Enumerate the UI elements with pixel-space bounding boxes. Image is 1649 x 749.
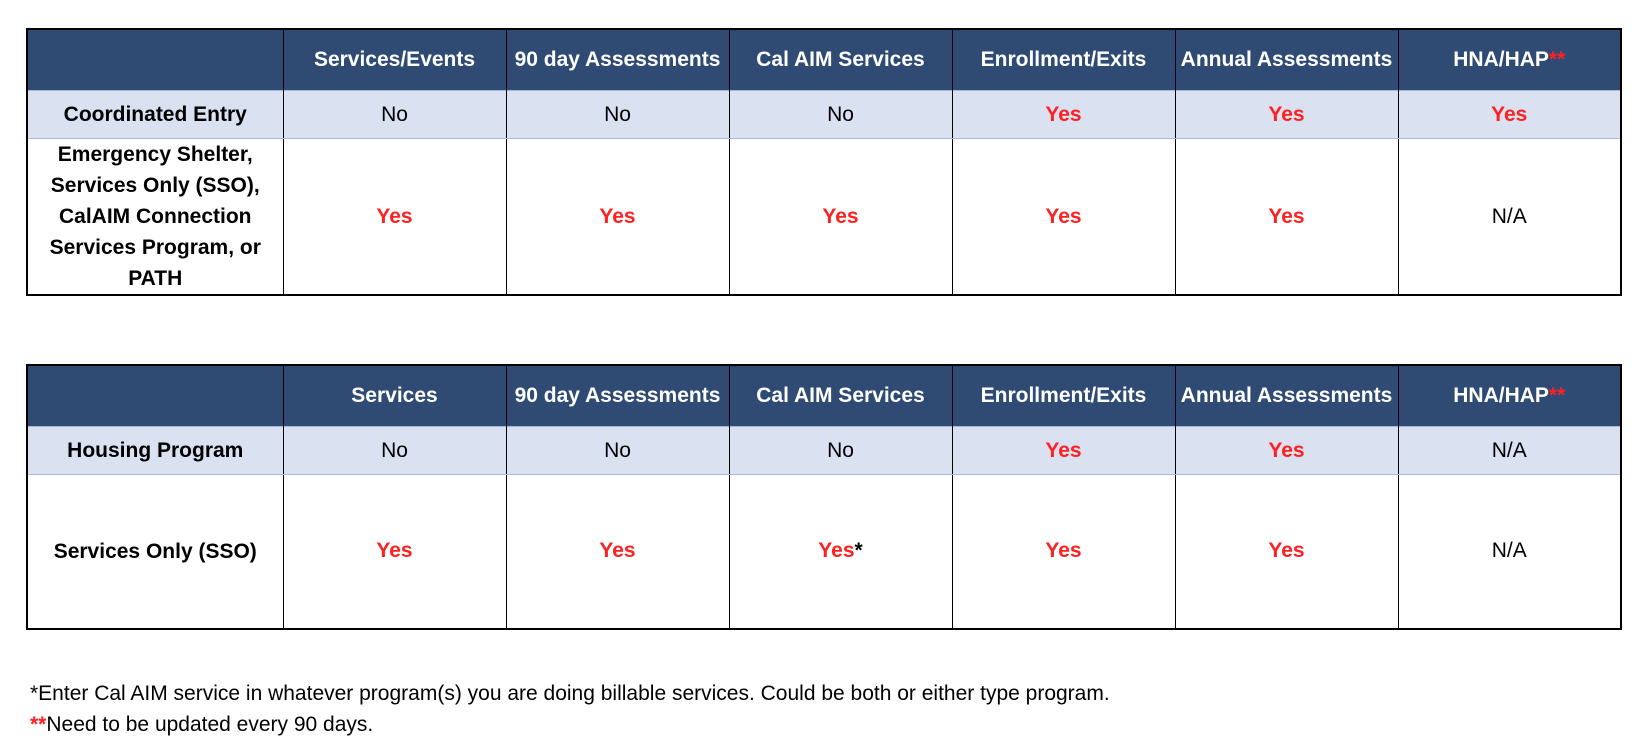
header-90-day-assessments: 90 day Assessments — [506, 365, 729, 427]
header-blank — [27, 29, 283, 91]
table-cell: N/A — [1398, 475, 1621, 629]
footnote-2 — [30, 709, 1110, 740]
table-header-row — [27, 29, 1621, 91]
table-row — [27, 475, 1621, 629]
header-services-events: Services/Events — [283, 29, 506, 91]
header-90-day-assessments: 90 day Assessments — [506, 29, 729, 91]
table-cell: Yes — [506, 139, 729, 296]
header-marker: ** — [1548, 48, 1566, 71]
table-cell: Yes — [1175, 91, 1398, 139]
table-row — [27, 91, 1621, 139]
table-cell — [729, 475, 952, 629]
header-cal-aim-services: Cal AIM Services — [729, 365, 952, 427]
footnote-2-text: Need to be updated every 90 days. — [46, 713, 374, 736]
footnote-1: *Enter Cal AIM service in whatever program(s) you are doing billable services. Could be both or either type program. — [30, 682, 1110, 705]
header-enrollment-exits: Enrollment/Exits — [952, 29, 1175, 91]
table-cell: N/A — [1398, 427, 1621, 475]
table-cell: No — [283, 427, 506, 475]
table-cell: Yes — [729, 139, 952, 296]
row-label — [27, 139, 283, 296]
row-label: Services Only (SSO) — [27, 475, 283, 629]
footnote-marker: * — [854, 539, 863, 563]
table-cell: Yes — [952, 139, 1175, 296]
header-annual-assessments: Annual Assessments — [1175, 365, 1398, 427]
header-blank — [27, 365, 283, 427]
table-row — [27, 139, 1621, 296]
header-services: Services — [283, 365, 506, 427]
table-cell: No — [729, 91, 952, 139]
table-cell: Yes — [283, 475, 506, 629]
table-cell: No — [729, 427, 952, 475]
table-cell: Yes — [952, 475, 1175, 629]
table-cell: Yes — [1398, 91, 1621, 139]
row-label: Coordinated Entry — [27, 91, 283, 139]
row-label-line: Services Program, or — [49, 236, 261, 259]
header-marker: ** — [1548, 384, 1566, 407]
header-cal-aim-services: Cal AIM Services — [729, 29, 952, 91]
header-hna-hap: HNA/HAP** — [1398, 29, 1621, 91]
header-enrollment-exits: Enrollment/Exits — [952, 365, 1175, 427]
table-row — [27, 427, 1621, 475]
row-label-line: CalAIM Connection — [59, 205, 252, 228]
table-cell: N/A — [1398, 139, 1621, 296]
header-hna-hap: HNA/HAP** — [1398, 365, 1621, 427]
cell-value: Yes — [818, 539, 855, 563]
row-label: Housing Program — [27, 427, 283, 475]
table-cell: No — [506, 427, 729, 475]
footnote-2-marker: ** — [30, 713, 47, 736]
table-cell: Yes — [952, 427, 1175, 475]
row-label-line: PATH — [128, 267, 183, 290]
row-label-line: Emergency Shelter, — [57, 143, 253, 166]
table-cell: Yes — [952, 91, 1175, 139]
row-label-line: Services Only (SSO), — [50, 174, 260, 197]
table-cell: No — [283, 91, 506, 139]
header-annual-assessments: Annual Assessments — [1175, 29, 1398, 91]
table-cell: No — [506, 91, 729, 139]
table-coordinated-entry — [26, 28, 1622, 296]
table-housing-program — [26, 364, 1622, 630]
table-cell: Yes — [506, 475, 729, 629]
table-cell: Yes — [1175, 427, 1398, 475]
table-cell: Yes — [1175, 139, 1398, 296]
footnotes — [30, 678, 1110, 740]
table-cell: Yes — [283, 139, 506, 296]
table-header-row — [27, 365, 1621, 427]
table-cell: Yes — [1175, 475, 1398, 629]
